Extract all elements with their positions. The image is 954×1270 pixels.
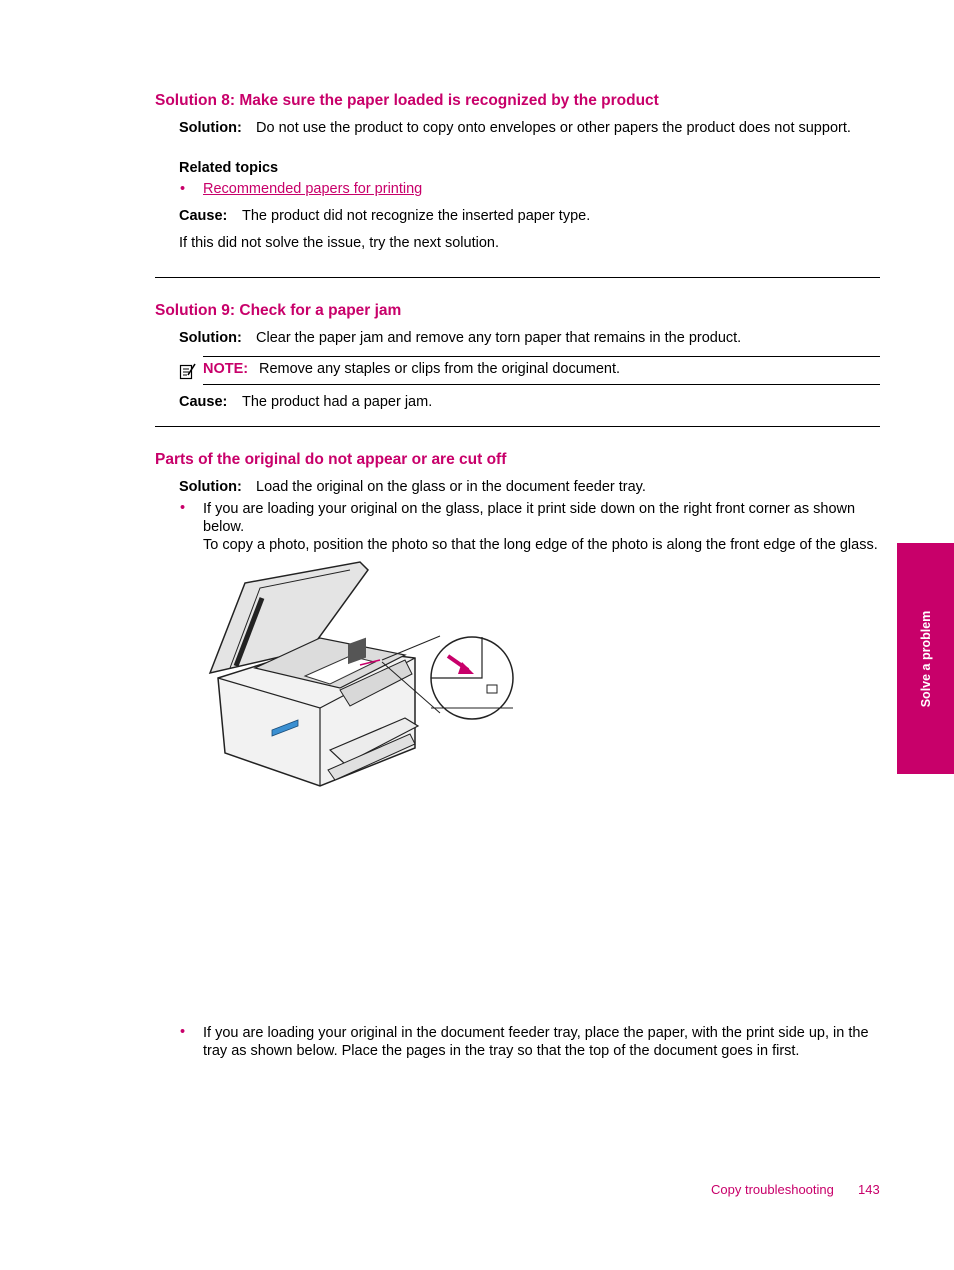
solution8-solution-text: Do not use the product to copy onto envelopes or other papers the product does not support. (256, 120, 851, 136)
page-number: 143 (858, 1182, 880, 1197)
side-tab (897, 543, 954, 774)
cause-text: The product had a paper jam. (242, 394, 433, 410)
note-label: NOTE: (203, 361, 249, 377)
note-bottom-rule (203, 384, 880, 385)
solution9-solution-text: Clear the paper jam and remove any torn paper that remains in the product. (256, 330, 742, 346)
related-topics-heading: Related topics (179, 160, 279, 176)
list-item-glass (203, 500, 893, 554)
list-item-line: If you are loading your original on the glass, place it print side down on the right front corner as shown below. (203, 501, 856, 535)
divider (155, 277, 880, 278)
next-solution-text: If this did not solve the issue, try the next solution. (179, 235, 499, 251)
divider (155, 426, 880, 427)
list-item-line: If you are loading your original in the document feeder tray, place the paper, with the print side up, in the (203, 1025, 869, 1041)
bullet: • (180, 1024, 186, 1040)
recommended-papers-link[interactable]: Recommended papers for printing (203, 181, 423, 197)
side-tab-label: Solve a problem (918, 610, 933, 707)
bullet: • (180, 500, 186, 516)
cause-text: The product did not recognize the inserted paper type. (242, 208, 591, 224)
solution-label: Solution: (179, 479, 242, 495)
solution-label: Solution: (179, 330, 242, 346)
cause-label: Cause: (179, 208, 228, 224)
note-text: Remove any staples or clips from the original document. (259, 361, 621, 377)
bullet: • (180, 181, 186, 197)
printer-illustration (200, 558, 520, 790)
solution8-heading: Solution 8: Make sure the paper loaded is recognized by the product (155, 92, 659, 109)
parts-heading: Parts of the original do not appear or are cut off (155, 451, 507, 468)
parts-solution-text: Load the original on the glass or in the document feeder tray. (256, 479, 646, 495)
solution-label: Solution: (179, 120, 242, 136)
list-item-feeder (203, 1024, 893, 1060)
list-item-line: tray as shown below. Place the pages in the tray so that the top of the document goes in first. (203, 1043, 800, 1059)
cause-label: Cause: (179, 394, 228, 410)
solution9-heading: Solution 9: Check for a paper jam (155, 302, 402, 319)
list-item-line: To copy a photo, position the photo so that the long edge of the photo is along the front edge of the glass. (203, 537, 878, 553)
note-icon (179, 362, 197, 380)
note-top-rule (203, 356, 880, 357)
footer-section: Copy troubleshooting (711, 1182, 834, 1197)
solution8-solution (179, 120, 242, 136)
